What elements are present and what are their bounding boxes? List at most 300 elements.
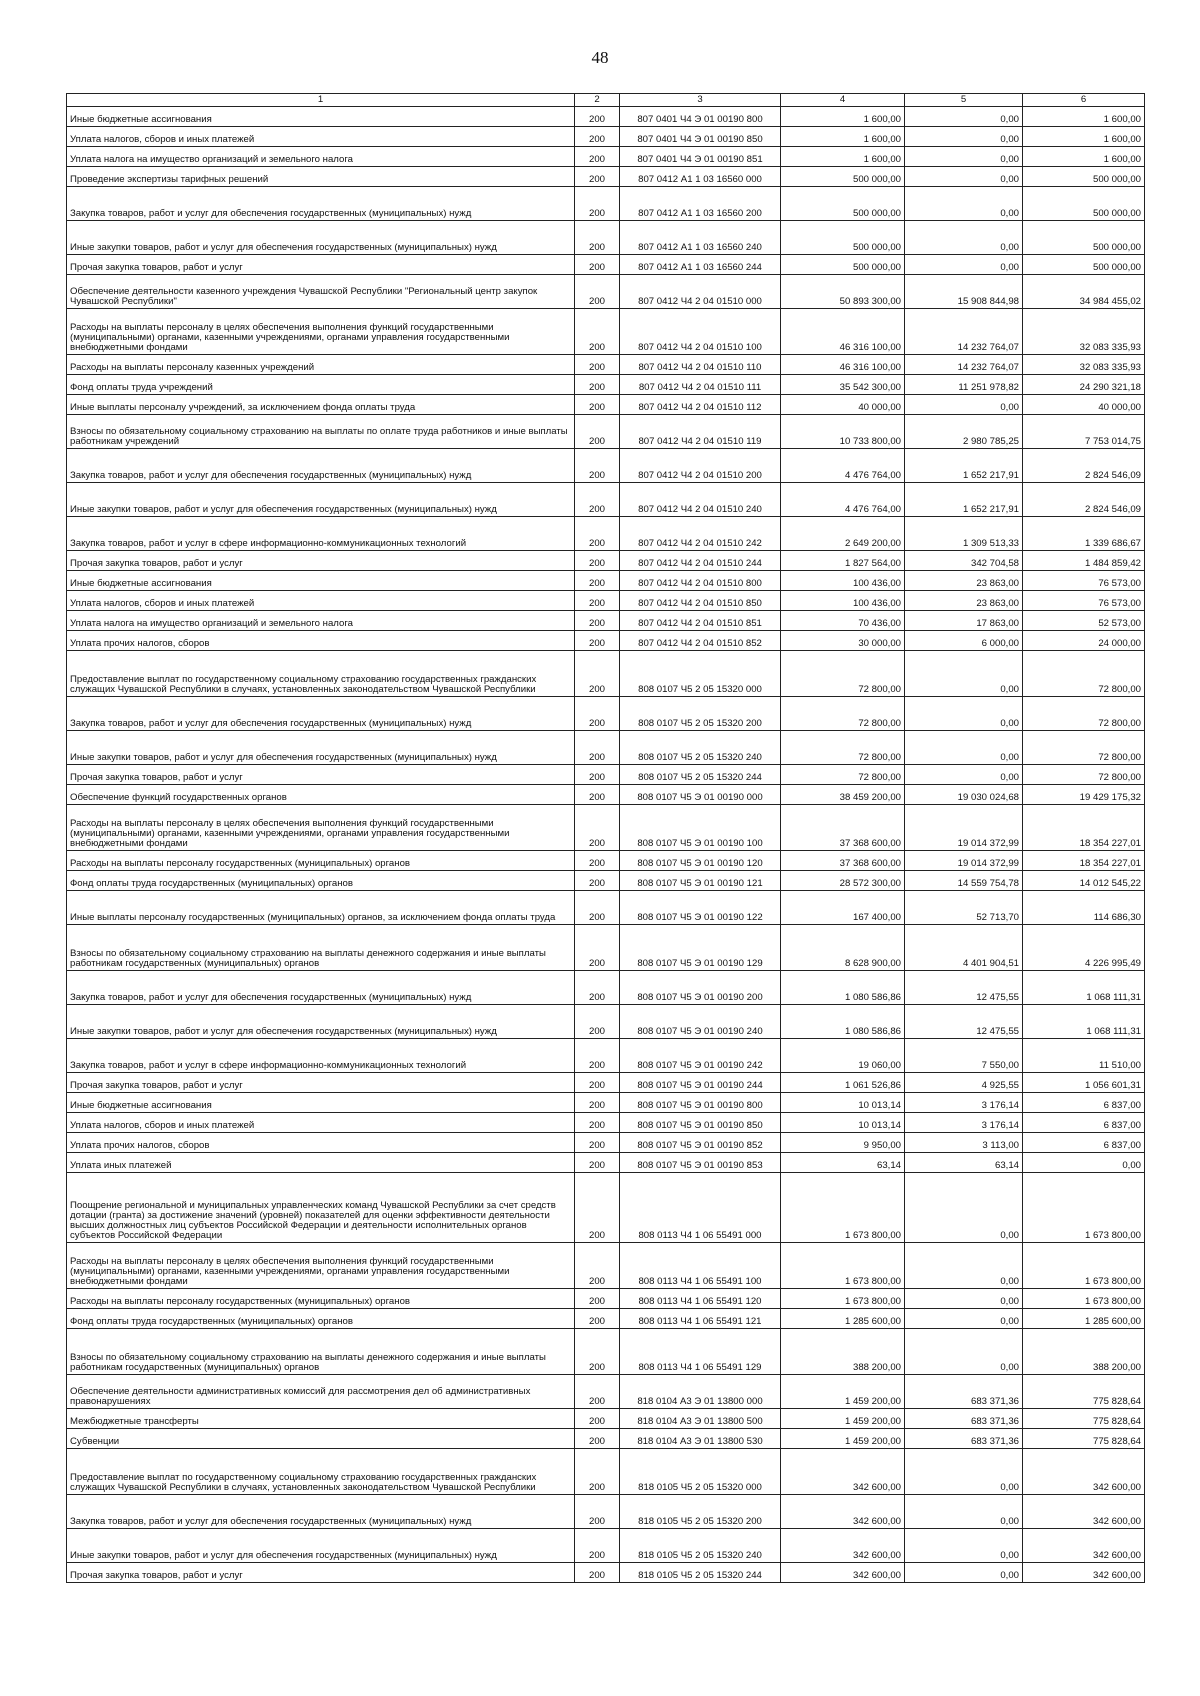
budget-classification-code-cell: 808 0107 Ч5 Э 01 00190 129 [620, 925, 781, 971]
executed-amount-cell: 3 176,14 [905, 1093, 1023, 1113]
line-code-cell: 200 [575, 107, 620, 127]
executed-amount-cell: 0,00 [905, 1173, 1023, 1243]
expense-name-cell: Уплата прочих налогов, сборов [67, 631, 575, 651]
executed-amount-cell: 1 309 513,33 [905, 517, 1023, 551]
unexecuted-amount-cell: 6 837,00 [1023, 1093, 1145, 1113]
table-row [67, 571, 1145, 591]
table-row [67, 631, 1145, 651]
expense-name-cell: Расходы на выплаты персоналу в целях обеспечения выполнения функций государственными (муниципальными) органами, казенными учреждениями, органами управления государственными внебюджетными фондами [67, 309, 575, 355]
expense-name-cell: Иные закупки товаров, работ и услуг для обеспечения государственных (муниципальных) нужд [67, 483, 575, 517]
expense-name-cell: Прочая закупка товаров, работ и услуг [67, 1073, 575, 1093]
expense-name-cell: Обеспечение деятельности административных комиссий для рассмотрения дел об административных правонарушениях [67, 1375, 575, 1409]
executed-amount-cell: 4 925,55 [905, 1073, 1023, 1093]
expense-name-cell: Закупка товаров, работ и услуг для обеспечения государственных (муниципальных) нужд [67, 697, 575, 731]
table-row [67, 851, 1145, 871]
table-row [67, 483, 1145, 517]
expense-name-cell: Взносы по обязательному социальному страхованию на выплаты денежного содержания и иные выплаты работникам государственных (муниципальных) органов [67, 925, 575, 971]
expense-name-cell: Прочая закупка товаров, работ и услуг [67, 551, 575, 571]
line-code-cell: 200 [575, 395, 620, 415]
budget-classification-code-cell: 808 0107 Ч5 2 05 15320 000 [620, 651, 781, 697]
column-header-6: 6 [1023, 94, 1145, 107]
line-code-cell: 200 [575, 1005, 620, 1039]
approved-amount-cell: 1 459 200,00 [781, 1409, 905, 1429]
expense-name-cell: Иные бюджетные ассигнования [67, 107, 575, 127]
table-row [67, 871, 1145, 891]
expense-name-cell: Обеспечение функций государственных органов [67, 785, 575, 805]
approved-amount-cell: 37 368 600,00 [781, 805, 905, 851]
expense-name-cell: Иные закупки товаров, работ и услуг для обеспечения государственных (муниципальных) нужд [67, 731, 575, 765]
approved-amount-cell: 167 400,00 [781, 891, 905, 925]
executed-amount-cell: 3 176,14 [905, 1113, 1023, 1133]
line-code-cell: 200 [575, 187, 620, 221]
budget-classification-code-cell: 807 0401 Ч4 Э 01 00190 850 [620, 127, 781, 147]
line-code-cell: 200 [575, 147, 620, 167]
approved-amount-cell: 72 800,00 [781, 765, 905, 785]
table-row [67, 611, 1145, 631]
executed-amount-cell: 6 000,00 [905, 631, 1023, 651]
table-row [67, 415, 1145, 449]
approved-amount-cell: 9 950,00 [781, 1133, 905, 1153]
table-row [67, 805, 1145, 851]
unexecuted-amount-cell: 7 753 014,75 [1023, 415, 1145, 449]
line-code-cell: 200 [575, 785, 620, 805]
executed-amount-cell: 0,00 [905, 255, 1023, 275]
budget-classification-code-cell: 808 0107 Ч5 Э 01 00190 852 [620, 1133, 781, 1153]
executed-amount-cell: 0,00 [905, 147, 1023, 167]
table-row [67, 1495, 1145, 1529]
line-code-cell: 200 [575, 611, 620, 631]
budget-classification-code-cell: 808 0107 Ч5 Э 01 00190 100 [620, 805, 781, 851]
line-code-cell: 200 [575, 355, 620, 375]
approved-amount-cell: 19 060,00 [781, 1039, 905, 1073]
line-code-cell: 200 [575, 651, 620, 697]
table-row [67, 1173, 1145, 1243]
executed-amount-cell: 7 550,00 [905, 1039, 1023, 1073]
table-row [67, 255, 1145, 275]
unexecuted-amount-cell: 1 056 601,31 [1023, 1073, 1145, 1093]
budget-classification-code-cell: 808 0107 Ч5 Э 01 00190 200 [620, 971, 781, 1005]
approved-amount-cell: 1 061 526,86 [781, 1073, 905, 1093]
table-row [67, 785, 1145, 805]
unexecuted-amount-cell: 1 673 800,00 [1023, 1289, 1145, 1309]
column-header-3: 3 [620, 94, 781, 107]
expense-name-cell: Прочая закупка товаров, работ и услуг [67, 1563, 575, 1583]
line-code-cell: 200 [575, 1375, 620, 1409]
expense-name-cell: Уплата налогов, сборов и иных платежей [67, 591, 575, 611]
expense-name-cell: Иные бюджетные ассигнования [67, 571, 575, 591]
table-row [67, 1429, 1145, 1449]
unexecuted-amount-cell: 500 000,00 [1023, 167, 1145, 187]
executed-amount-cell: 23 863,00 [905, 591, 1023, 611]
budget-classification-code-cell: 808 0107 Ч5 Э 01 00190 120 [620, 851, 781, 871]
approved-amount-cell: 1 285 600,00 [781, 1309, 905, 1329]
line-code-cell: 200 [575, 221, 620, 255]
line-code-cell: 200 [575, 1073, 620, 1093]
budget-classification-code-cell: 807 0412 А1 1 03 16560 244 [620, 255, 781, 275]
line-code-cell: 200 [575, 1039, 620, 1073]
unexecuted-amount-cell: 388 200,00 [1023, 1329, 1145, 1375]
table-row [67, 355, 1145, 375]
table-row [67, 1073, 1145, 1093]
line-code-cell: 200 [575, 1093, 620, 1113]
executed-amount-cell: 19 014 372,99 [905, 805, 1023, 851]
line-code-cell: 200 [575, 925, 620, 971]
line-code-cell: 200 [575, 1429, 620, 1449]
line-code-cell: 200 [575, 851, 620, 871]
line-code-cell: 200 [575, 517, 620, 551]
table-row [67, 1529, 1145, 1563]
table-row [67, 651, 1145, 697]
executed-amount-cell: 683 371,36 [905, 1409, 1023, 1429]
executed-amount-cell: 0,00 [905, 651, 1023, 697]
budget-classification-code-cell: 807 0412 Ч4 2 04 01510 112 [620, 395, 781, 415]
expense-name-cell: Иные выплаты персоналу учреждений, за исключением фонда оплаты труда [67, 395, 575, 415]
budget-classification-code-cell: 807 0412 Ч4 2 04 01510 111 [620, 375, 781, 395]
budget-classification-code-cell: 807 0412 Ч4 2 04 01510 851 [620, 611, 781, 631]
line-code-cell: 200 [575, 415, 620, 449]
unexecuted-amount-cell: 72 800,00 [1023, 651, 1145, 697]
unexecuted-amount-cell: 1 600,00 [1023, 127, 1145, 147]
unexecuted-amount-cell: 342 600,00 [1023, 1563, 1145, 1583]
executed-amount-cell: 19 014 372,99 [905, 851, 1023, 871]
unexecuted-amount-cell: 72 800,00 [1023, 731, 1145, 765]
expense-name-cell: Закупка товаров, работ и услуг для обеспечения государственных (муниципальных) нужд [67, 971, 575, 1005]
approved-amount-cell: 70 436,00 [781, 611, 905, 631]
approved-amount-cell: 1 459 200,00 [781, 1429, 905, 1449]
expense-name-cell: Уплата иных платежей [67, 1153, 575, 1173]
line-code-cell: 200 [575, 1309, 620, 1329]
line-code-cell: 200 [575, 697, 620, 731]
approved-amount-cell: 50 893 300,00 [781, 275, 905, 309]
approved-amount-cell: 1 827 564,00 [781, 551, 905, 571]
line-code-cell: 200 [575, 1289, 620, 1309]
executed-amount-cell: 63,14 [905, 1153, 1023, 1173]
expense-name-cell: Закупка товаров, работ и услуг для обеспечения государственных (муниципальных) нужд [67, 449, 575, 483]
line-code-cell: 200 [575, 871, 620, 891]
expense-name-cell: Взносы по обязательному социальному страхованию на выплаты денежного содержания и иные выплаты работникам государственных (муниципальных) органов [67, 1329, 575, 1375]
budget-classification-code-cell: 808 0107 Ч5 Э 01 00190 122 [620, 891, 781, 925]
line-code-cell: 200 [575, 551, 620, 571]
unexecuted-amount-cell: 1 673 800,00 [1023, 1243, 1145, 1289]
unexecuted-amount-cell: 4 226 995,49 [1023, 925, 1145, 971]
expense-name-cell: Предоставление выплат по государственному социальному страхованию государственных гражданских служащих Чувашской Республики в случаях, установленных законодательством Чувашской Республики [67, 651, 575, 697]
line-code-cell: 200 [575, 1173, 620, 1243]
approved-amount-cell: 10 733 800,00 [781, 415, 905, 449]
budget-classification-code-cell: 818 0105 Ч5 2 05 15320 000 [620, 1449, 781, 1495]
approved-amount-cell: 72 800,00 [781, 697, 905, 731]
unexecuted-amount-cell: 1 600,00 [1023, 107, 1145, 127]
executed-amount-cell: 0,00 [905, 1309, 1023, 1329]
approved-amount-cell: 10 013,14 [781, 1093, 905, 1113]
table-row [67, 309, 1145, 355]
line-code-cell: 200 [575, 255, 620, 275]
table-row [67, 1133, 1145, 1153]
line-code-cell: 200 [575, 1495, 620, 1529]
table-row [67, 1375, 1145, 1409]
table-row [67, 697, 1145, 731]
executed-amount-cell: 0,00 [905, 1529, 1023, 1563]
budget-classification-code-cell: 807 0401 Ч4 Э 01 00190 851 [620, 147, 781, 167]
budget-classification-code-cell: 808 0107 Ч5 Э 01 00190 000 [620, 785, 781, 805]
table-row [67, 591, 1145, 611]
expense-name-cell: Проведение экспертизы тарифных решений [67, 167, 575, 187]
table-row [67, 1005, 1145, 1039]
budget-classification-code-cell: 808 0107 Ч5 Э 01 00190 240 [620, 1005, 781, 1039]
executed-amount-cell: 0,00 [905, 1243, 1023, 1289]
table-row [67, 1289, 1145, 1309]
executed-amount-cell: 0,00 [905, 1495, 1023, 1529]
budget-classification-code-cell: 807 0412 Ч4 2 04 01510 200 [620, 449, 781, 483]
approved-amount-cell: 38 459 200,00 [781, 785, 905, 805]
expense-name-cell: Расходы на выплаты персоналу государственных (муниципальных) органов [67, 851, 575, 871]
budget-classification-code-cell: 807 0412 Ч4 2 04 01510 800 [620, 571, 781, 591]
unexecuted-amount-cell: 2 824 546,09 [1023, 449, 1145, 483]
unexecuted-amount-cell: 500 000,00 [1023, 221, 1145, 255]
expense-name-cell: Закупка товаров, работ и услуг для обеспечения государственных (муниципальных) нужд [67, 1495, 575, 1529]
expense-name-cell: Расходы на выплаты персоналу казенных учреждений [67, 355, 575, 375]
line-code-cell: 200 [575, 571, 620, 591]
approved-amount-cell: 4 476 764,00 [781, 449, 905, 483]
line-code-cell: 200 [575, 1409, 620, 1429]
unexecuted-amount-cell: 775 828,64 [1023, 1409, 1145, 1429]
budget-classification-code-cell: 818 0104 А3 Э 01 13800 530 [620, 1429, 781, 1449]
unexecuted-amount-cell: 775 828,64 [1023, 1375, 1145, 1409]
expense-name-cell: Уплата прочих налогов, сборов [67, 1133, 575, 1153]
approved-amount-cell: 1 600,00 [781, 147, 905, 167]
unexecuted-amount-cell: 114 686,30 [1023, 891, 1145, 925]
expense-name-cell: Уплата налога на имущество организаций и земельного налога [67, 611, 575, 631]
expense-name-cell: Расходы на выплаты персоналу государственных (муниципальных) органов [67, 1289, 575, 1309]
budget-classification-code-cell: 808 0107 Ч5 Э 01 00190 853 [620, 1153, 781, 1173]
line-code-cell: 200 [575, 127, 620, 147]
budget-classification-code-cell: 807 0412 А1 1 03 16560 200 [620, 187, 781, 221]
budget-classification-code-cell: 808 0107 Ч5 Э 01 00190 850 [620, 1113, 781, 1133]
column-number-row [67, 94, 1145, 107]
unexecuted-amount-cell: 775 828,64 [1023, 1429, 1145, 1449]
budget-classification-code-cell: 807 0412 Ч4 2 04 01510 244 [620, 551, 781, 571]
approved-amount-cell: 4 476 764,00 [781, 483, 905, 517]
approved-amount-cell: 72 800,00 [781, 651, 905, 697]
table-row [67, 551, 1145, 571]
table-row [67, 1409, 1145, 1429]
executed-amount-cell: 0,00 [905, 1563, 1023, 1583]
approved-amount-cell: 1 080 586,86 [781, 1005, 905, 1039]
unexecuted-amount-cell: 342 600,00 [1023, 1449, 1145, 1495]
executed-amount-cell: 0,00 [905, 107, 1023, 127]
budget-classification-code-cell: 818 0105 Ч5 2 05 15320 200 [620, 1495, 781, 1529]
unexecuted-amount-cell: 32 083 335,93 [1023, 309, 1145, 355]
approved-amount-cell: 63,14 [781, 1153, 905, 1173]
expense-name-cell: Закупка товаров, работ и услуг для обеспечения государственных (муниципальных) нужд [67, 187, 575, 221]
expense-name-cell: Закупка товаров, работ и услуг в сфере информационно-коммуникационных технологий [67, 517, 575, 551]
budget-classification-code-cell: 808 0113 Ч4 1 06 55491 129 [620, 1329, 781, 1375]
page-number: 48 [591, 48, 609, 67]
budget-classification-code-cell: 807 0412 Ч4 2 04 01510 110 [620, 355, 781, 375]
column-header-1: 1 [67, 94, 575, 107]
expense-name-cell: Обеспечение деятельности казенного учреждения Чувашской Республики "Региональный центр закупок Чувашской Республики" [67, 275, 575, 309]
unexecuted-amount-cell: 2 824 546,09 [1023, 483, 1145, 517]
approved-amount-cell: 1 080 586,86 [781, 971, 905, 1005]
approved-amount-cell: 500 000,00 [781, 221, 905, 255]
executed-amount-cell: 342 704,58 [905, 551, 1023, 571]
executed-amount-cell: 0,00 [905, 1289, 1023, 1309]
unexecuted-amount-cell: 14 012 545,22 [1023, 871, 1145, 891]
approved-amount-cell: 30 000,00 [781, 631, 905, 651]
approved-amount-cell: 500 000,00 [781, 187, 905, 221]
unexecuted-amount-cell: 32 083 335,93 [1023, 355, 1145, 375]
unexecuted-amount-cell: 6 837,00 [1023, 1133, 1145, 1153]
approved-amount-cell: 1 459 200,00 [781, 1375, 905, 1409]
expense-name-cell: Уплата налогов, сборов и иных платежей [67, 1113, 575, 1133]
executed-amount-cell: 0,00 [905, 697, 1023, 731]
approved-amount-cell: 40 000,00 [781, 395, 905, 415]
budget-classification-code-cell: 807 0412 Ч4 2 04 01510 240 [620, 483, 781, 517]
executed-amount-cell: 2 980 785,25 [905, 415, 1023, 449]
unexecuted-amount-cell: 342 600,00 [1023, 1495, 1145, 1529]
table-row [67, 221, 1145, 255]
unexecuted-amount-cell: 52 573,00 [1023, 611, 1145, 631]
approved-amount-cell: 100 436,00 [781, 591, 905, 611]
executed-amount-cell: 52 713,70 [905, 891, 1023, 925]
budget-classification-code-cell: 807 0412 Ч4 2 04 01510 850 [620, 591, 781, 611]
table-row [67, 891, 1145, 925]
line-code-cell: 200 [575, 1449, 620, 1495]
executed-amount-cell: 1 652 217,91 [905, 483, 1023, 517]
unexecuted-amount-cell: 18 354 227,01 [1023, 805, 1145, 851]
line-code-cell: 200 [575, 731, 620, 765]
unexecuted-amount-cell: 19 429 175,32 [1023, 785, 1145, 805]
approved-amount-cell: 8 628 900,00 [781, 925, 905, 971]
expense-name-cell: Прочая закупка товаров, работ и услуг [67, 255, 575, 275]
table-row [67, 167, 1145, 187]
line-code-cell: 200 [575, 971, 620, 1005]
table-row [67, 147, 1145, 167]
budget-classification-code-cell: 818 0104 А3 Э 01 13800 500 [620, 1409, 781, 1429]
budget-classification-code-cell: 808 0113 Ч4 1 06 55491 120 [620, 1289, 781, 1309]
approved-amount-cell: 1 673 800,00 [781, 1173, 905, 1243]
expense-name-cell: Уплата налога на имущество организаций и земельного налога [67, 147, 575, 167]
expense-name-cell: Взносы по обязательному социальному страхованию на выплаты по оплате труда работников и иные выплаты работникам учреждений [67, 415, 575, 449]
table-row [67, 971, 1145, 1005]
budget-classification-code-cell: 807 0412 Ч4 2 04 01510 000 [620, 275, 781, 309]
approved-amount-cell: 1 673 800,00 [781, 1289, 905, 1309]
table-row [67, 1243, 1145, 1289]
column-header-2: 2 [575, 94, 620, 107]
unexecuted-amount-cell: 1 600,00 [1023, 147, 1145, 167]
expense-name-cell: Иные выплаты персоналу государственных (муниципальных) органов, за исключением фонда оплаты труда [67, 891, 575, 925]
approved-amount-cell: 28 572 300,00 [781, 871, 905, 891]
executed-amount-cell: 12 475,55 [905, 1005, 1023, 1039]
executed-amount-cell: 14 232 764,07 [905, 355, 1023, 375]
budget-classification-code-cell: 808 0113 Ч4 1 06 55491 000 [620, 1173, 781, 1243]
budget-classification-code-cell: 808 0107 Ч5 Э 01 00190 242 [620, 1039, 781, 1073]
executed-amount-cell: 683 371,36 [905, 1429, 1023, 1449]
executed-amount-cell: 0,00 [905, 127, 1023, 147]
approved-amount-cell: 342 600,00 [781, 1449, 905, 1495]
budget-classification-code-cell: 807 0401 Ч4 Э 01 00190 800 [620, 107, 781, 127]
line-code-cell: 200 [575, 309, 620, 355]
approved-amount-cell: 1 600,00 [781, 127, 905, 147]
executed-amount-cell: 17 863,00 [905, 611, 1023, 631]
executed-amount-cell: 4 401 904,51 [905, 925, 1023, 971]
unexecuted-amount-cell: 1 068 111,31 [1023, 971, 1145, 1005]
table-row [67, 1113, 1145, 1133]
line-code-cell: 200 [575, 1133, 620, 1153]
unexecuted-amount-cell: 1 339 686,67 [1023, 517, 1145, 551]
executed-amount-cell: 0,00 [905, 395, 1023, 415]
executed-amount-cell: 0,00 [905, 731, 1023, 765]
line-code-cell: 200 [575, 275, 620, 309]
expense-name-cell: Закупка товаров, работ и услуг в сфере информационно-коммуникационных технологий [67, 1039, 575, 1073]
table-row [67, 765, 1145, 785]
budget-classification-code-cell: 807 0412 Ч4 2 04 01510 100 [620, 309, 781, 355]
expense-name-cell: Межбюджетные трансферты [67, 1409, 575, 1429]
executed-amount-cell: 3 113,00 [905, 1133, 1023, 1153]
approved-amount-cell: 37 368 600,00 [781, 851, 905, 871]
expense-name-cell: Фонд оплаты труда государственных (муниципальных) органов [67, 1309, 575, 1329]
approved-amount-cell: 35 542 300,00 [781, 375, 905, 395]
budget-classification-code-cell: 807 0412 Ч4 2 04 01510 119 [620, 415, 781, 449]
approved-amount-cell: 342 600,00 [781, 1495, 905, 1529]
table-row [67, 127, 1145, 147]
budget-classification-code-cell: 818 0105 Ч5 2 05 15320 244 [620, 1563, 781, 1583]
line-code-cell: 200 [575, 449, 620, 483]
line-code-cell: 200 [575, 1529, 620, 1563]
expense-name-cell: Уплата налогов, сборов и иных платежей [67, 127, 575, 147]
table-row [67, 395, 1145, 415]
unexecuted-amount-cell: 1 285 600,00 [1023, 1309, 1145, 1329]
budget-classification-code-cell: 807 0412 А1 1 03 16560 240 [620, 221, 781, 255]
approved-amount-cell: 72 800,00 [781, 731, 905, 765]
budget-classification-code-cell: 807 0412 А1 1 03 16560 000 [620, 167, 781, 187]
budget-classification-code-cell: 808 0107 Ч5 2 05 15320 200 [620, 697, 781, 731]
approved-amount-cell: 500 000,00 [781, 167, 905, 187]
expense-name-cell: Иные закупки товаров, работ и услуг для обеспечения государственных (муниципальных) нужд [67, 221, 575, 255]
unexecuted-amount-cell: 0,00 [1023, 1153, 1145, 1173]
unexecuted-amount-cell: 1 673 800,00 [1023, 1173, 1145, 1243]
unexecuted-amount-cell: 1 068 111,31 [1023, 1005, 1145, 1039]
unexecuted-amount-cell: 40 000,00 [1023, 395, 1145, 415]
line-code-cell: 200 [575, 1329, 620, 1375]
table-row [67, 107, 1145, 127]
line-code-cell: 200 [575, 167, 620, 187]
unexecuted-amount-cell: 11 510,00 [1023, 1039, 1145, 1073]
budget-classification-code-cell: 808 0107 Ч5 2 05 15320 240 [620, 731, 781, 765]
line-code-cell: 200 [575, 591, 620, 611]
budget-classification-code-cell: 808 0107 Ч5 Э 01 00190 121 [620, 871, 781, 891]
table-body [67, 107, 1145, 1583]
line-code-cell: 200 [575, 765, 620, 785]
expense-name-cell: Расходы на выплаты персоналу в целях обеспечения выполнения функций государственными (муниципальными) органами, казенными учреждениями, органами управления государственными внебюджетными фондами [67, 1243, 575, 1289]
table-row [67, 375, 1145, 395]
executed-amount-cell: 12 475,55 [905, 971, 1023, 1005]
table-row [67, 1039, 1145, 1073]
table-row [67, 1563, 1145, 1583]
budget-classification-code-cell: 808 0107 Ч5 Э 01 00190 800 [620, 1093, 781, 1113]
table-row [67, 1329, 1145, 1375]
executed-amount-cell: 0,00 [905, 1329, 1023, 1375]
expense-name-cell: Расходы на выплаты персоналу в целях обеспечения выполнения функций государственными (муниципальными) органами, казенными учреждениями, органами управления государственными внебюджетными фондами [67, 805, 575, 851]
approved-amount-cell: 46 316 100,00 [781, 355, 905, 375]
unexecuted-amount-cell: 1 484 859,42 [1023, 551, 1145, 571]
executed-amount-cell: 19 030 024,68 [905, 785, 1023, 805]
table-row [67, 517, 1145, 551]
table-row [67, 275, 1145, 309]
expense-name-cell: Фонд оплаты труда государственных (муниципальных) органов [67, 871, 575, 891]
line-code-cell: 200 [575, 1243, 620, 1289]
executed-amount-cell: 0,00 [905, 765, 1023, 785]
approved-amount-cell: 1 600,00 [781, 107, 905, 127]
